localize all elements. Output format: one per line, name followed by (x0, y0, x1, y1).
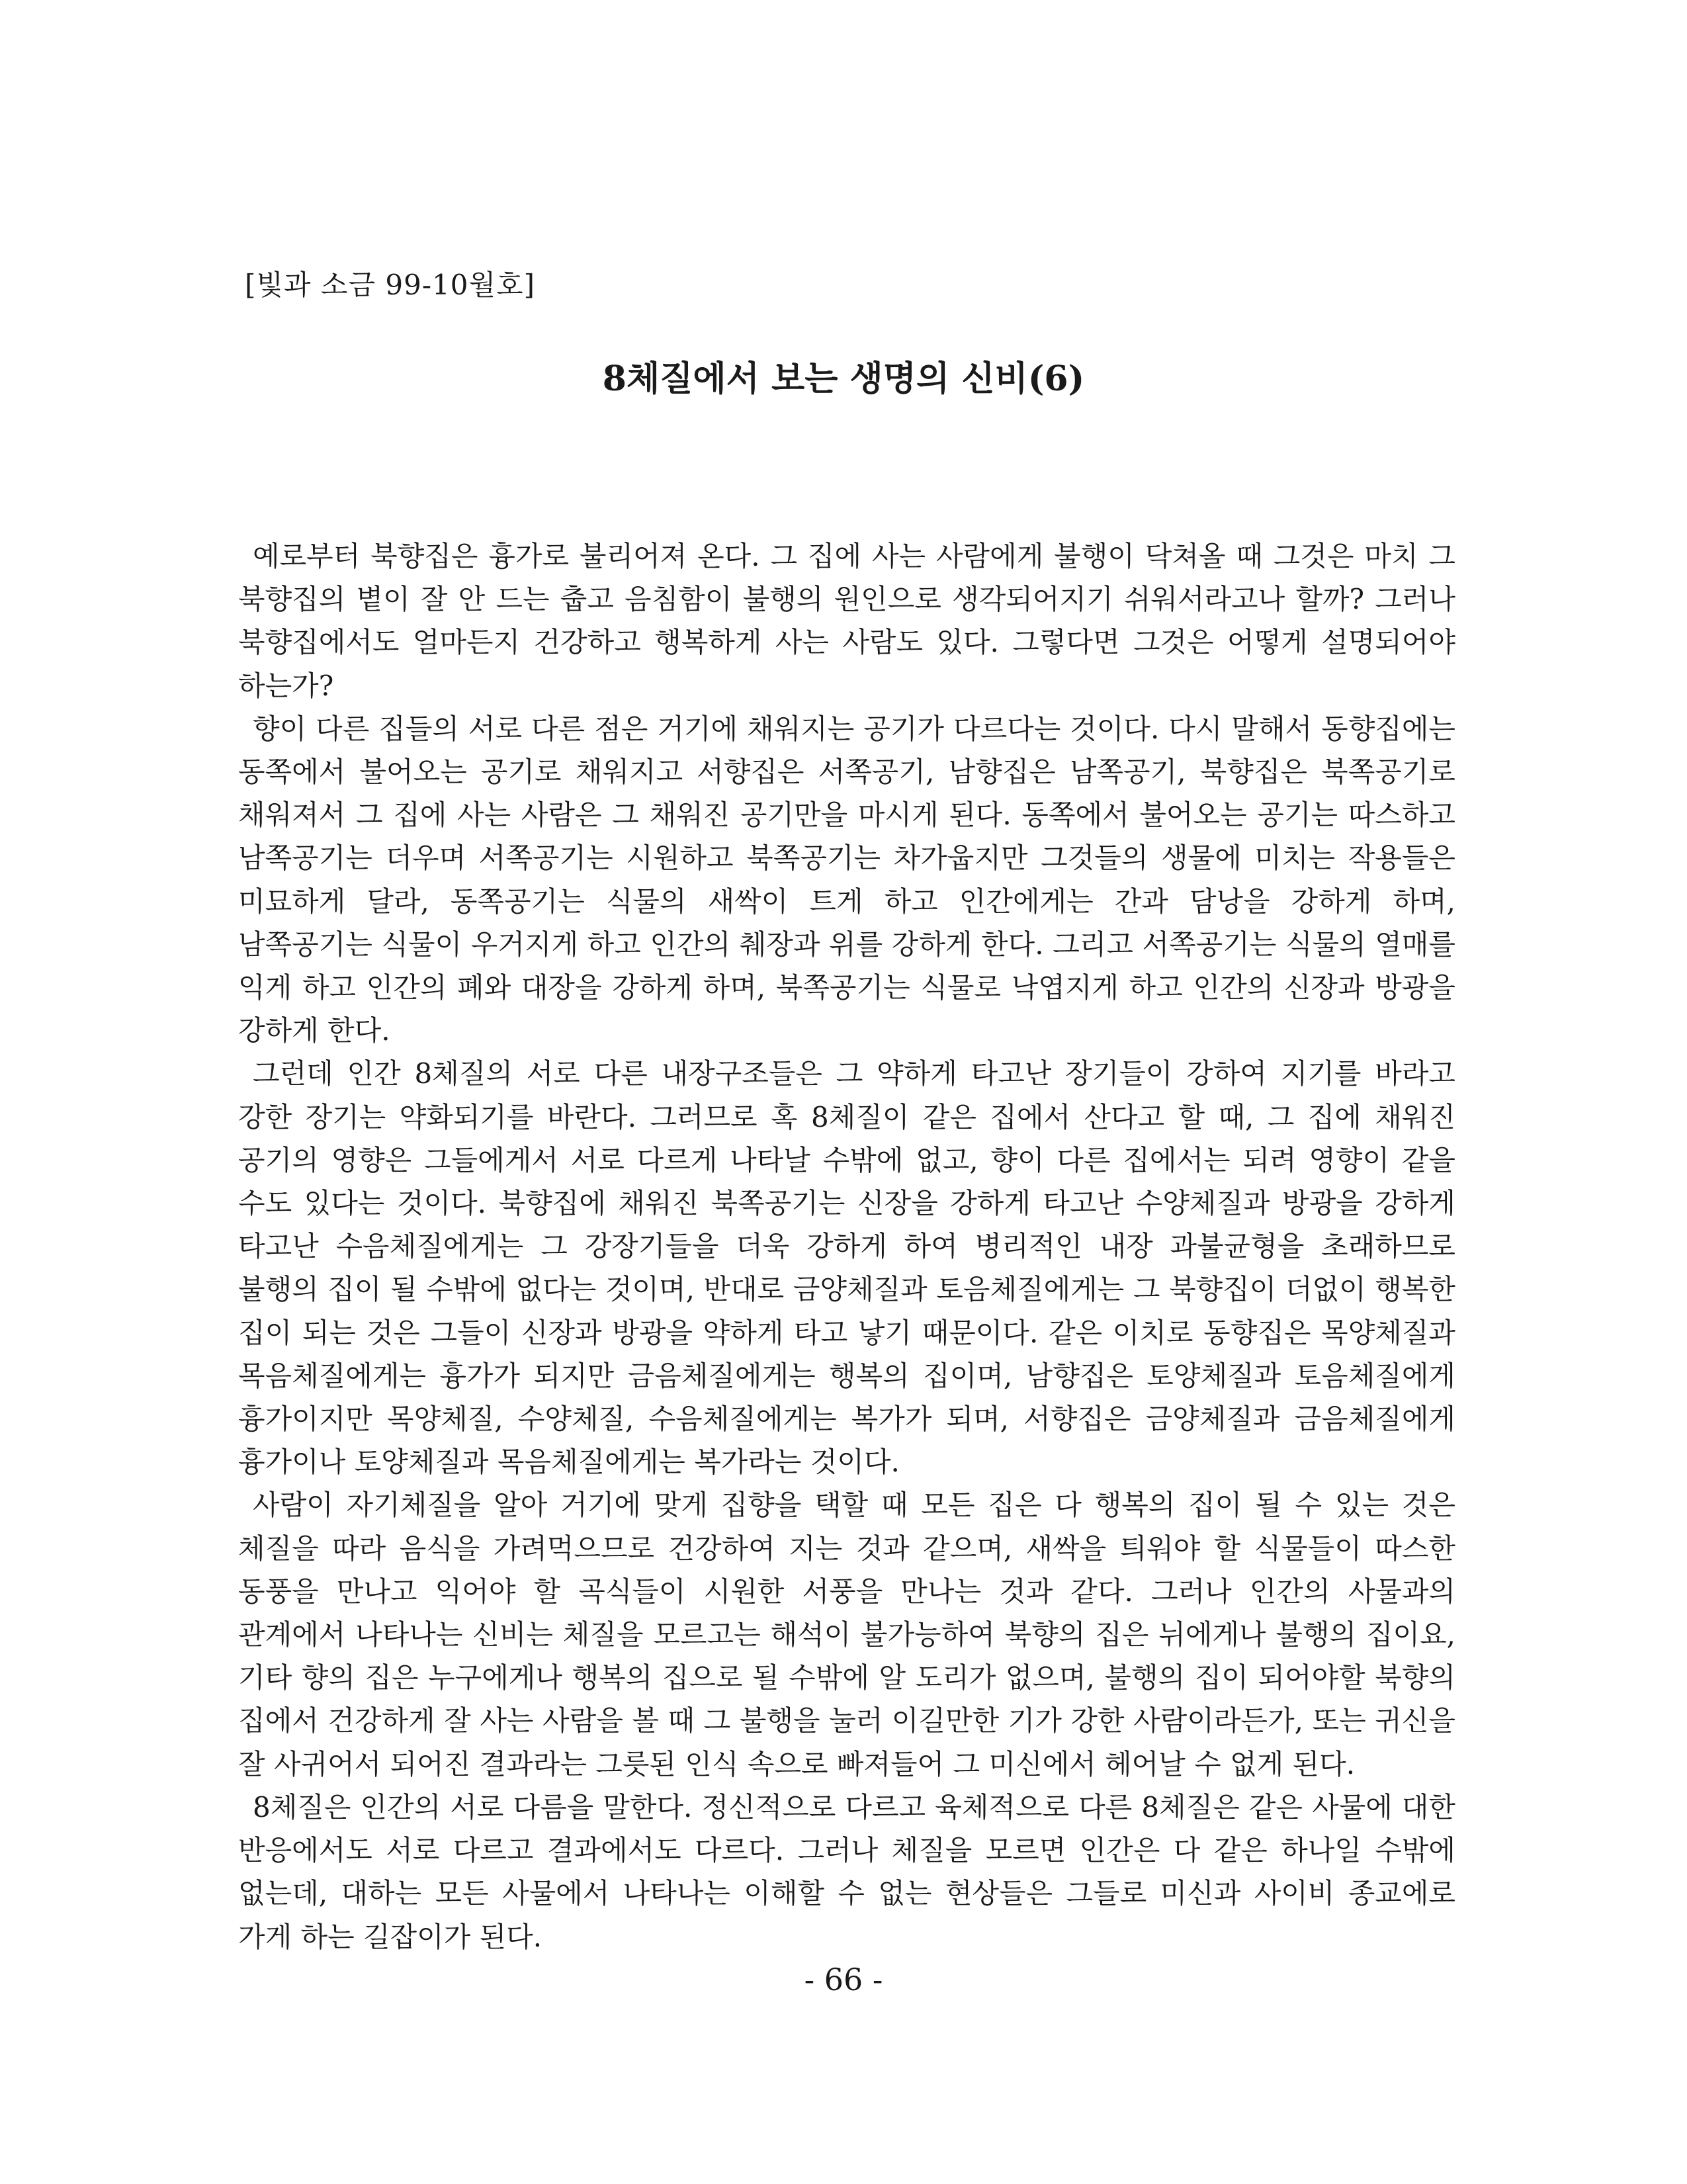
paragraph: 향이 다른 집들의 서로 다른 점은 거기에 채워지는 공기가 다르다는 것이다. 다시 말해서 동향집에는 동쪽에서 불어오는 공기로 채워지고 서향집은 서쪽공기, 남향집은 남쪽공기, 북향집은 북쪽공기로 채워져서 그 집에 사는 사람은 그 채워진 공기만을 마시게 된다. 동쪽에서 불어오는 공기는 따스하고 남쪽공기는 더우며 서쪽공기는 시원하고 북쪽공기는 차가웁지만 그것들의 생물에 미치는 작용들은 미묘하게 달라, 동쪽공기는 식물의 새싹이 트게 하고 인간에게는 간과 담낭을 강하게 하며, 남쪽공기는 식물이 우거지게 하고 인간의 췌장과 위를 강하게 한다. 그리고 서쪽공기는 식물의 열매를 익게 하고 인간의 폐와 대장을 강하게 하며, 북쪽공기는 식물로 낙엽지게 하고 인간의 신장과 방광을 강하게 한다. (238, 712, 1455, 1047)
page-number: - 66 - (804, 1962, 883, 1997)
paragraph: 8체질은 인간의 서로 다름을 말한다. 정신적으로 다르고 육체적으로 다른 8체질은 같은 사물에 대한 반응에서도 서로 다르고 결과에서도 다르다. 그러나 체질을 모르면 인간은 다 같은 하나일 수밖에 없는데, 대하는 모든 사물에서 나타나는 이해할 수 없는 현상들은 그들로 미신과 사이비 종교에로 가게 하는 길잡이가 된다. (238, 1790, 1455, 1953)
page-title: 8체질에서 보는 생명의 신비(6) (602, 359, 1085, 399)
paragraph: 사람이 자기체질을 알아 거기에 맞게 집향을 택할 때 모든 집은 다 행복의 집이 될 수 있는 것은 체질을 따라 음식을 가려먹으므로 건강하여 지는 것과 같으며, 새싹을 틔워야 할 식물들이 따스한 동풍을 만나고 익어야 할 곡식들이 시원한 서풍을 만나는 것과 같다. 그러나 인간의 사물과의 관계에서 나타나는 신비는 체질을 모르고는 해석이 불가능하여 북향의 집은 뉘에게나 불행의 집이요, 기타 향의 집은 누구에게나 행복의 집으로 될 수밖에 알 도리가 없으며, 불행의 집이 되어야할 북향의 집에서 건강하게 잘 사는 사람을 볼 때 그 불행을 눌러 이길만한 기가 강한 사람이라든가, 또는 귀신을 잘 사귀어서 되어진 결과라는 그릇된 인식 속으로 빠져들어 그 미신에서 헤어날 수 없게 된다. (238, 1489, 1455, 1780)
source-citation: [빛과 소금 99-10월호] (245, 269, 535, 301)
article-body (238, 535, 1455, 1958)
paragraph: 예로부터 북향집은 흉가로 불리어져 온다. 그 집에 사는 사람에게 불행이 닥쳐올 때 그것은 마치 그 북향집의 볕이 잘 안 드는 춥고 음침함이 불행의 원인으로 생각되어지기 쉬워서라고나 할까? 그러나 북향집에서도 얼마든지 건강하고 행복하게 사는 사람도 있다. 그렇다면 그것은 어떻게 설명되어야 하는가? (238, 540, 1455, 702)
paragraph: 그런데 인간 8체질의 서로 다른 내장구조들은 그 약하게 타고난 장기들이 강하여 지기를 바라고 강한 장기는 약화되기를 바란다. 그러므로 혹 8체질이 같은 집에서 산다고 할 때, 그 집에 채워진 공기의 영향은 그들에게서 서로 다르게 나타날 수밖에 없고, 향이 다른 집에서는 되려 영향이 같을 수도 있다는 것이다. 북향집에 채워진 북쪽공기는 신장을 강하게 타고난 수양체질과 방광을 강하게 타고난 수음체질에게는 그 강장기들을 더욱 강하게 하여 병리적인 내장 과불균형을 초래하므로 불행의 집이 될 수밖에 없다는 것이며, 반대로 금양체질과 토음체질에게는 그 북향집이 더없이 행복한 집이 되는 것은 그들이 신장과 방광을 약하게 타고 낳기 때문이다. 같은 이치로 동향집은 목양체질과 목음체질에게는 흉가가 되지만 금음체질에게는 행복의 집이며, 남향집은 토양체질과 토음체질에게 흉가이지만 목양체질, 수양체질, 수음체질에게는 복가가 되며, 서향집은 금양체질과 금음체질에게 흉가이나 토양체질과 목음체질에게는 복가라는 것이다. (238, 1057, 1455, 1479)
